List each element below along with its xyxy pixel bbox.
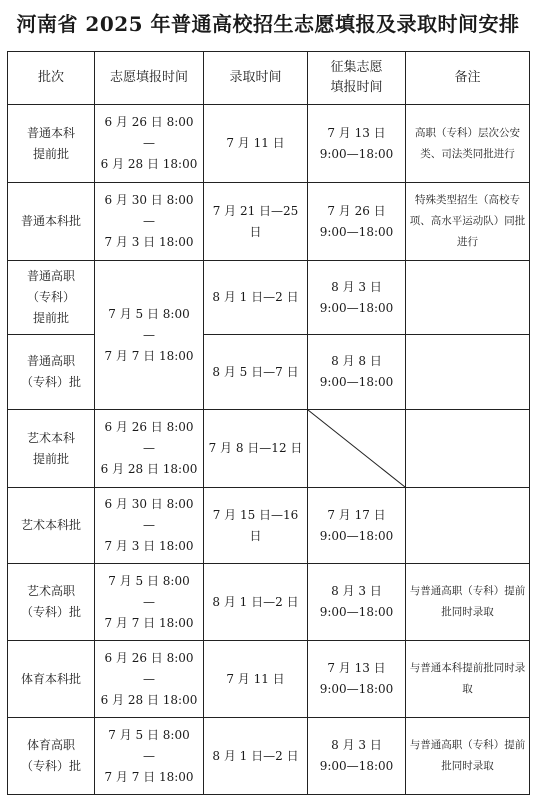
admit-time-cell: 7 月 11 日 bbox=[204, 641, 308, 718]
remark-cell: 特殊类型招生（高校专项、高水平运动队）同批进行 bbox=[406, 183, 530, 261]
batch-cell: 普通高职 （专科） 提前批 bbox=[8, 261, 95, 335]
table-row bbox=[8, 261, 530, 335]
remark-cell bbox=[406, 410, 530, 488]
remark-cell: 与普通高职（专科）提前批同时录取 bbox=[406, 564, 530, 641]
fill-time-cell: 7 月 5 日 8:00 — 7 月 7 日 18:00 bbox=[95, 718, 204, 795]
remark-cell: 与普通高职（专科）提前批同时录取 bbox=[406, 718, 530, 795]
header-collect-time: 征集志愿 填报时间 bbox=[308, 52, 406, 105]
batch-cell: 艺术本科 提前批 bbox=[8, 410, 95, 488]
remark-cell: 与普通本科提前批同时录取 bbox=[406, 641, 530, 718]
admit-time-cell: 8 月 1 日—2 日 bbox=[204, 261, 308, 335]
header-remark: 备注 bbox=[406, 52, 530, 105]
table-row bbox=[8, 335, 530, 410]
header-row bbox=[8, 52, 530, 105]
admit-time-cell: 8 月 1 日—2 日 bbox=[204, 718, 308, 795]
collect-time-cell: 8 月 3 日 9:00—18:00 bbox=[308, 261, 406, 335]
diagonal-line bbox=[308, 410, 405, 487]
batch-cell: 普通本科 提前批 bbox=[8, 105, 95, 183]
fill-time-cell: 6 月 30 日 8:00 — 7 月 3 日 18:00 bbox=[95, 183, 204, 261]
empty-diagonal-cell bbox=[308, 410, 406, 488]
fill-time-cell: 7 月 5 日 8:00 — 7 月 7 日 18:00 bbox=[95, 564, 204, 641]
batch-cell: 体育本科批 bbox=[8, 641, 95, 718]
batch-cell: 体育高职 （专科）批 bbox=[8, 718, 95, 795]
table-row bbox=[8, 641, 530, 718]
table-row bbox=[8, 410, 530, 488]
remark-cell bbox=[406, 335, 530, 410]
collect-time-cell: 8 月 3 日 9:00—18:00 bbox=[308, 718, 406, 795]
remark-cell bbox=[406, 488, 530, 564]
schedule-table bbox=[7, 51, 530, 795]
header-fill-time: 志愿填报时间 bbox=[95, 52, 204, 105]
fill-time-cell: 6 月 26 日 8:00 — 6 月 28 日 18:00 bbox=[95, 105, 204, 183]
table-row bbox=[8, 564, 530, 641]
collect-time-cell: 8 月 3 日 9:00—18:00 bbox=[308, 564, 406, 641]
header-admit-time: 录取时间 bbox=[204, 52, 308, 105]
admit-time-cell: 7 月 21 日—25 日 bbox=[204, 183, 308, 261]
collect-time-cell: 7 月 13 日 9:00—18:00 bbox=[308, 641, 406, 718]
collect-time-cell: 7 月 13 日 9:00—18:00 bbox=[308, 105, 406, 183]
admit-time-cell: 8 月 1 日—2 日 bbox=[204, 564, 308, 641]
admit-time-cell: 7 月 15 日—16 日 bbox=[204, 488, 308, 564]
table-row bbox=[8, 183, 530, 261]
batch-cell: 艺术高职 （专科）批 bbox=[8, 564, 95, 641]
fill-time-cell: 7 月 5 日 8:00 — 7 月 7 日 18:00 bbox=[95, 261, 204, 410]
admit-time-cell: 7 月 8 日—12 日 bbox=[204, 410, 308, 488]
fill-time-cell: 6 月 26 日 8:00 — 6 月 28 日 18:00 bbox=[95, 410, 204, 488]
table-row bbox=[8, 718, 530, 795]
batch-cell: 普通本科批 bbox=[8, 183, 95, 261]
remark-cell: 高职（专科）层次公安类、司法类同批进行 bbox=[406, 105, 530, 183]
collect-time-cell: 7 月 17 日 9:00—18:00 bbox=[308, 488, 406, 564]
remark-cell bbox=[406, 261, 530, 335]
admit-time-cell: 7 月 11 日 bbox=[204, 105, 308, 183]
collect-time-cell: 7 月 26 日 9:00—18:00 bbox=[308, 183, 406, 261]
table-row bbox=[8, 488, 530, 564]
header-batch: 批次 bbox=[8, 52, 95, 105]
collect-time-cell: 8 月 8 日 9:00—18:00 bbox=[308, 335, 406, 410]
page-title: 河南省 2025 年普通高校招生志愿填报及录取时间安排 bbox=[16, 11, 520, 36]
admit-time-cell: 8 月 5 日—7 日 bbox=[204, 335, 308, 410]
batch-cell: 普通高职 （专科）批 bbox=[8, 335, 95, 410]
fill-time-cell: 6 月 26 日 8:00 — 6 月 28 日 18:00 bbox=[95, 641, 204, 718]
table-row bbox=[8, 105, 530, 183]
fill-time-cell: 6 月 30 日 8:00 — 7 月 3 日 18:00 bbox=[95, 488, 204, 564]
batch-cell: 艺术本科批 bbox=[8, 488, 95, 564]
